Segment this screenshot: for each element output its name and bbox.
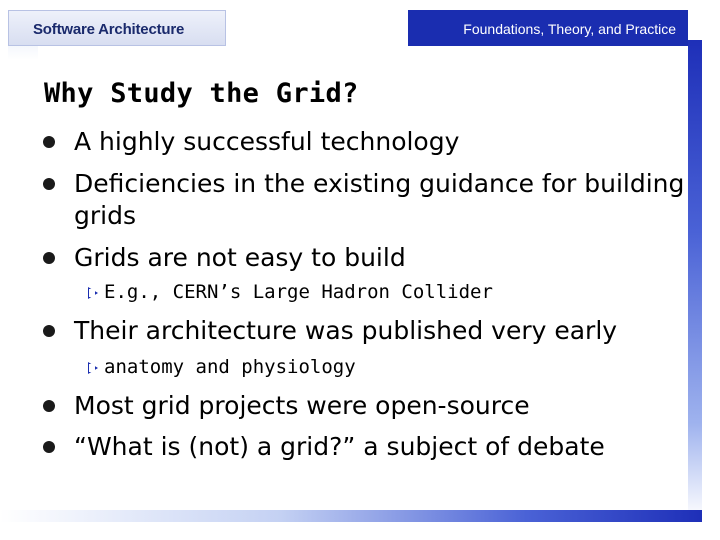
bullet-item-3: Grids are not easy to build (74, 243, 406, 272)
header-left-box (8, 10, 226, 46)
sub-bullet-arrow-icon (88, 287, 98, 299)
bullet-item-2-continued: grids (74, 201, 136, 230)
sub-item-4a: anatomy and physiology (104, 356, 356, 378)
sub-item-3a: E.g., CERN’s Large Hadron Collider (104, 281, 493, 303)
bullet-item-5: Most grid projects were open-source (74, 391, 530, 420)
bullet-dot-icon (43, 325, 55, 337)
header-right-bar (408, 10, 688, 46)
bullet-dot-icon (43, 178, 55, 190)
bullet-item-6: “What is (not) a grid?” a subject of debate (74, 432, 605, 461)
right-shadow-decoration (688, 40, 702, 520)
header-course-title: Software Architecture (33, 21, 185, 38)
bullet-dot-icon (43, 441, 55, 453)
bullet-dot-icon (43, 136, 55, 148)
sub-bullet-arrow-icon (88, 362, 98, 374)
bullet-item-2: Deficiencies in the existing guidance for building (74, 169, 685, 198)
bullet-item-1: A highly successful technology (74, 127, 460, 156)
bullet-item-4: Their architecture was published very early (74, 316, 618, 345)
bottom-shadow-decoration (0, 510, 702, 522)
slide-title: Why Study the Grid? (44, 78, 359, 109)
header-subtitle: Foundations, Theory, and Practice (463, 21, 676, 37)
bullet-dot-icon (43, 252, 55, 264)
bullet-dot-icon (43, 400, 55, 412)
